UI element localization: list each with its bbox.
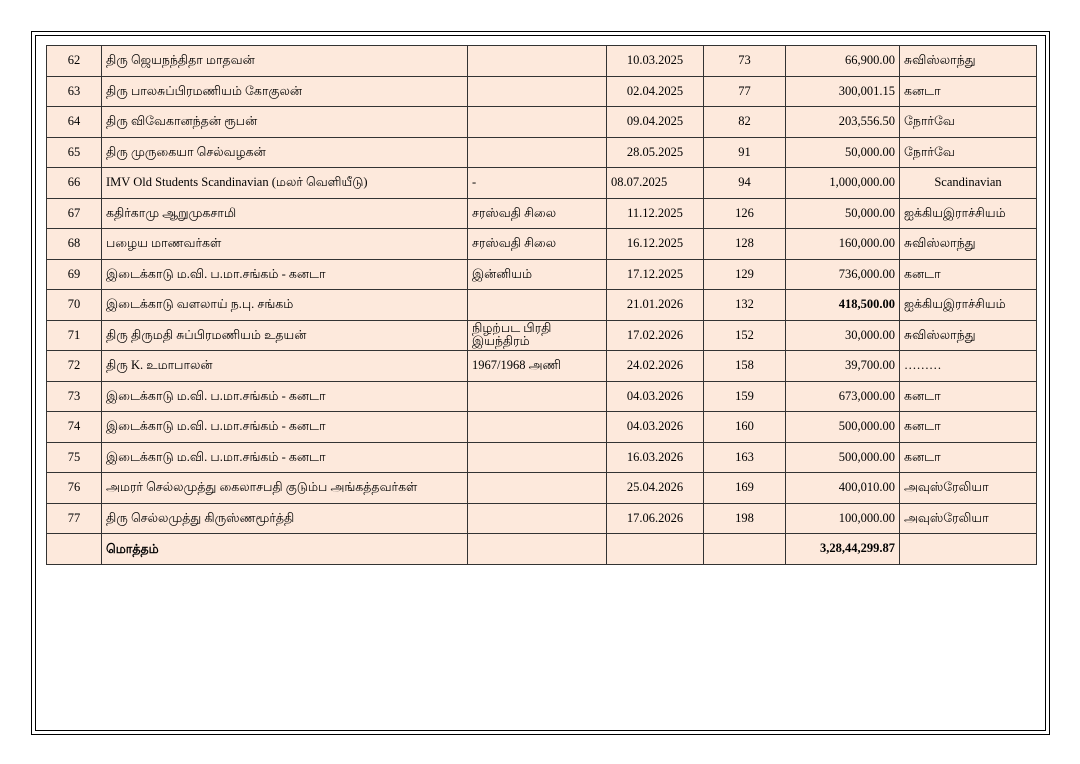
donation-date: 02.04.2025: [607, 76, 704, 107]
donor-country: ஐக்கியஇராச்சியம்: [900, 198, 1037, 229]
donor-country: கனடா: [900, 259, 1037, 290]
donor-country: அவுஸ்ரேலியா: [900, 473, 1037, 504]
donation-amount: 100,000.00: [786, 503, 900, 534]
donation-amount: 1,000,000.00: [786, 168, 900, 199]
donation-note: [468, 46, 607, 77]
donation-date: 17.02.2026: [607, 320, 704, 351]
donor-name: இடைக்காடு ம.வி. ப.மா.சங்கம் - கனடா: [102, 442, 468, 473]
receipt-number: 94: [704, 168, 786, 199]
receipt-number: 128: [704, 229, 786, 260]
donation-date: 21.01.2026: [607, 290, 704, 321]
donation-amount: 418,500.00: [786, 290, 900, 321]
table-row: [47, 320, 1037, 351]
donor-country: Scandinavian: [900, 168, 1037, 199]
serial-number: 73: [47, 381, 102, 412]
donor-country: சுவிஸ்லாந்து: [900, 320, 1037, 351]
serial-number: 70: [47, 290, 102, 321]
donation-date: 17.12.2025: [607, 259, 704, 290]
donor-country: அவுஸ்ரேலியா: [900, 503, 1037, 534]
donation-amount: 39,700.00: [786, 351, 900, 382]
donation-note: இன்னியம்: [468, 259, 607, 290]
donation-date: 16.12.2025: [607, 229, 704, 260]
donor-name: திரு K. உமாபாலன்: [102, 351, 468, 382]
donor-name: பழைய மாணவர்கள்: [102, 229, 468, 260]
donor-country: சுவிஸ்லாந்து: [900, 46, 1037, 77]
donation-date: 17.06.2026: [607, 503, 704, 534]
table-row: [47, 46, 1037, 77]
empty-cell: [468, 534, 607, 565]
table-row: [47, 168, 1037, 199]
receipt-number: 77: [704, 76, 786, 107]
receipt-number: 169: [704, 473, 786, 504]
donor-country: ஐக்கியஇராச்சியம்: [900, 290, 1037, 321]
donation-note: நிழற்பட பிரதி இயந்திரம்: [468, 320, 607, 351]
total-row: [47, 534, 1037, 565]
table-row: [47, 137, 1037, 168]
table-row: [47, 229, 1037, 260]
donation-amount: 203,556.50: [786, 107, 900, 138]
donation-date: 04.03.2026: [607, 381, 704, 412]
donation-date: 24.02.2026: [607, 351, 704, 382]
donation-amount: 500,000.00: [786, 442, 900, 473]
donation-amount: 50,000.00: [786, 198, 900, 229]
donation-date: 25.04.2026: [607, 473, 704, 504]
table-row: [47, 473, 1037, 504]
table-row: [47, 76, 1037, 107]
donation-amount: 673,000.00: [786, 381, 900, 412]
receipt-number: 129: [704, 259, 786, 290]
donor-name: IMV Old Students Scandinavian (மலர் வெளியீடு): [102, 168, 468, 199]
table-row: [47, 381, 1037, 412]
donation-note: [468, 503, 607, 534]
donor-country: நோர்வே: [900, 137, 1037, 168]
table-row: [47, 503, 1037, 534]
donation-note: [468, 473, 607, 504]
donation-note: சரஸ்வதி சிலை: [468, 198, 607, 229]
donation-date: 08.07.2025: [607, 168, 704, 199]
donation-note: -: [468, 168, 607, 199]
empty-cell: [900, 534, 1037, 565]
donor-name: இடைக்காடு ம.வி. ப.மா.சங்கம் - கனடா: [102, 259, 468, 290]
receipt-number: 132: [704, 290, 786, 321]
donation-note: [468, 381, 607, 412]
donation-amount: 30,000.00: [786, 320, 900, 351]
table-body: [47, 46, 1037, 565]
donor-country: கனடா: [900, 412, 1037, 443]
donation-note: [468, 107, 607, 138]
receipt-number: 82: [704, 107, 786, 138]
donor-country: கனடா: [900, 381, 1037, 412]
donation-amount: 500,000.00: [786, 412, 900, 443]
donor-name: திரு ஜெயநந்திதா மாதவன்: [102, 46, 468, 77]
donation-amount: 300,001.15: [786, 76, 900, 107]
donor-country: சுவிஸ்லாந்து: [900, 229, 1037, 260]
donor-name: அமரர் செல்லமுத்து கைலாசபதி குடும்ப அங்கத்தவர்கள்: [102, 473, 468, 504]
donor-name: இடைக்காடு ம.வி. ப.மா.சங்கம் - கனடா: [102, 412, 468, 443]
serial-number: 76: [47, 473, 102, 504]
table-row: [47, 290, 1037, 321]
table-row: [47, 412, 1037, 443]
total-amount: 3,28,44,299.87: [786, 534, 900, 565]
serial-number: 77: [47, 503, 102, 534]
table-row: [47, 351, 1037, 382]
serial-number: 72: [47, 351, 102, 382]
donation-note: [468, 76, 607, 107]
donor-name: கதிர்காமு ஆறுமுகசாமி: [102, 198, 468, 229]
receipt-number: 159: [704, 381, 786, 412]
serial-number: 64: [47, 107, 102, 138]
serial-number: 69: [47, 259, 102, 290]
donation-date: 10.03.2025: [607, 46, 704, 77]
donor-name: திரு பாலசுப்பிரமணியம் கோகுலன்: [102, 76, 468, 107]
serial-number: 71: [47, 320, 102, 351]
serial-number: 66: [47, 168, 102, 199]
table-row: [47, 442, 1037, 473]
table-row: [47, 198, 1037, 229]
serial-number: 65: [47, 137, 102, 168]
donation-date: 09.04.2025: [607, 107, 704, 138]
donation-note: [468, 412, 607, 443]
serial-number: 63: [47, 76, 102, 107]
donation-note: 1967/1968 அணி: [468, 351, 607, 382]
donor-name: இடைக்காடு ம.வி. ப.மா.சங்கம் - கனடா: [102, 381, 468, 412]
donation-amount: 50,000.00: [786, 137, 900, 168]
donation-amount: 66,900.00: [786, 46, 900, 77]
donation-date: 11.12.2025: [607, 198, 704, 229]
table-row: [47, 259, 1037, 290]
donation-amount: 736,000.00: [786, 259, 900, 290]
donor-country: நோர்வே: [900, 107, 1037, 138]
receipt-number: 91: [704, 137, 786, 168]
donor-country: கனடா: [900, 76, 1037, 107]
donation-date: 04.03.2026: [607, 412, 704, 443]
table-row: [47, 107, 1037, 138]
donor-name: திரு செல்லமுத்து கிருஸ்ணமூர்த்தி: [102, 503, 468, 534]
donation-note: [468, 442, 607, 473]
donation-note: [468, 137, 607, 168]
receipt-number: 160: [704, 412, 786, 443]
donation-date: 28.05.2025: [607, 137, 704, 168]
serial-number: 74: [47, 412, 102, 443]
donor-name: இடைக்காடு வளலாய் ந.பு. சங்கம்: [102, 290, 468, 321]
receipt-number: 158: [704, 351, 786, 382]
donor-country: ………: [900, 351, 1037, 382]
receipt-number: 73: [704, 46, 786, 77]
receipt-number: 126: [704, 198, 786, 229]
receipt-number: 152: [704, 320, 786, 351]
empty-cell: [607, 534, 704, 565]
donations-table: [46, 45, 1037, 565]
serial-number: 62: [47, 46, 102, 77]
donation-amount: 400,010.00: [786, 473, 900, 504]
donor-name: திரு திருமதி சுப்பிரமணியம் உதயன்: [102, 320, 468, 351]
donation-amount: 160,000.00: [786, 229, 900, 260]
receipt-number: 198: [704, 503, 786, 534]
donor-country: கனடா: [900, 442, 1037, 473]
total-label: மொத்தம்: [102, 534, 468, 565]
donor-name: திரு விவேகானந்தன் ரூபன்: [102, 107, 468, 138]
donation-date: 16.03.2026: [607, 442, 704, 473]
empty-cell: [704, 534, 786, 565]
donation-note: [468, 290, 607, 321]
serial-number: 68: [47, 229, 102, 260]
receipt-number: 163: [704, 442, 786, 473]
donor-name: திரு முருகையா செல்வழகன்: [102, 137, 468, 168]
serial-number: 67: [47, 198, 102, 229]
empty-cell: [47, 534, 102, 565]
donation-note: சரஸ்வதி சிலை: [468, 229, 607, 260]
serial-number: 75: [47, 442, 102, 473]
